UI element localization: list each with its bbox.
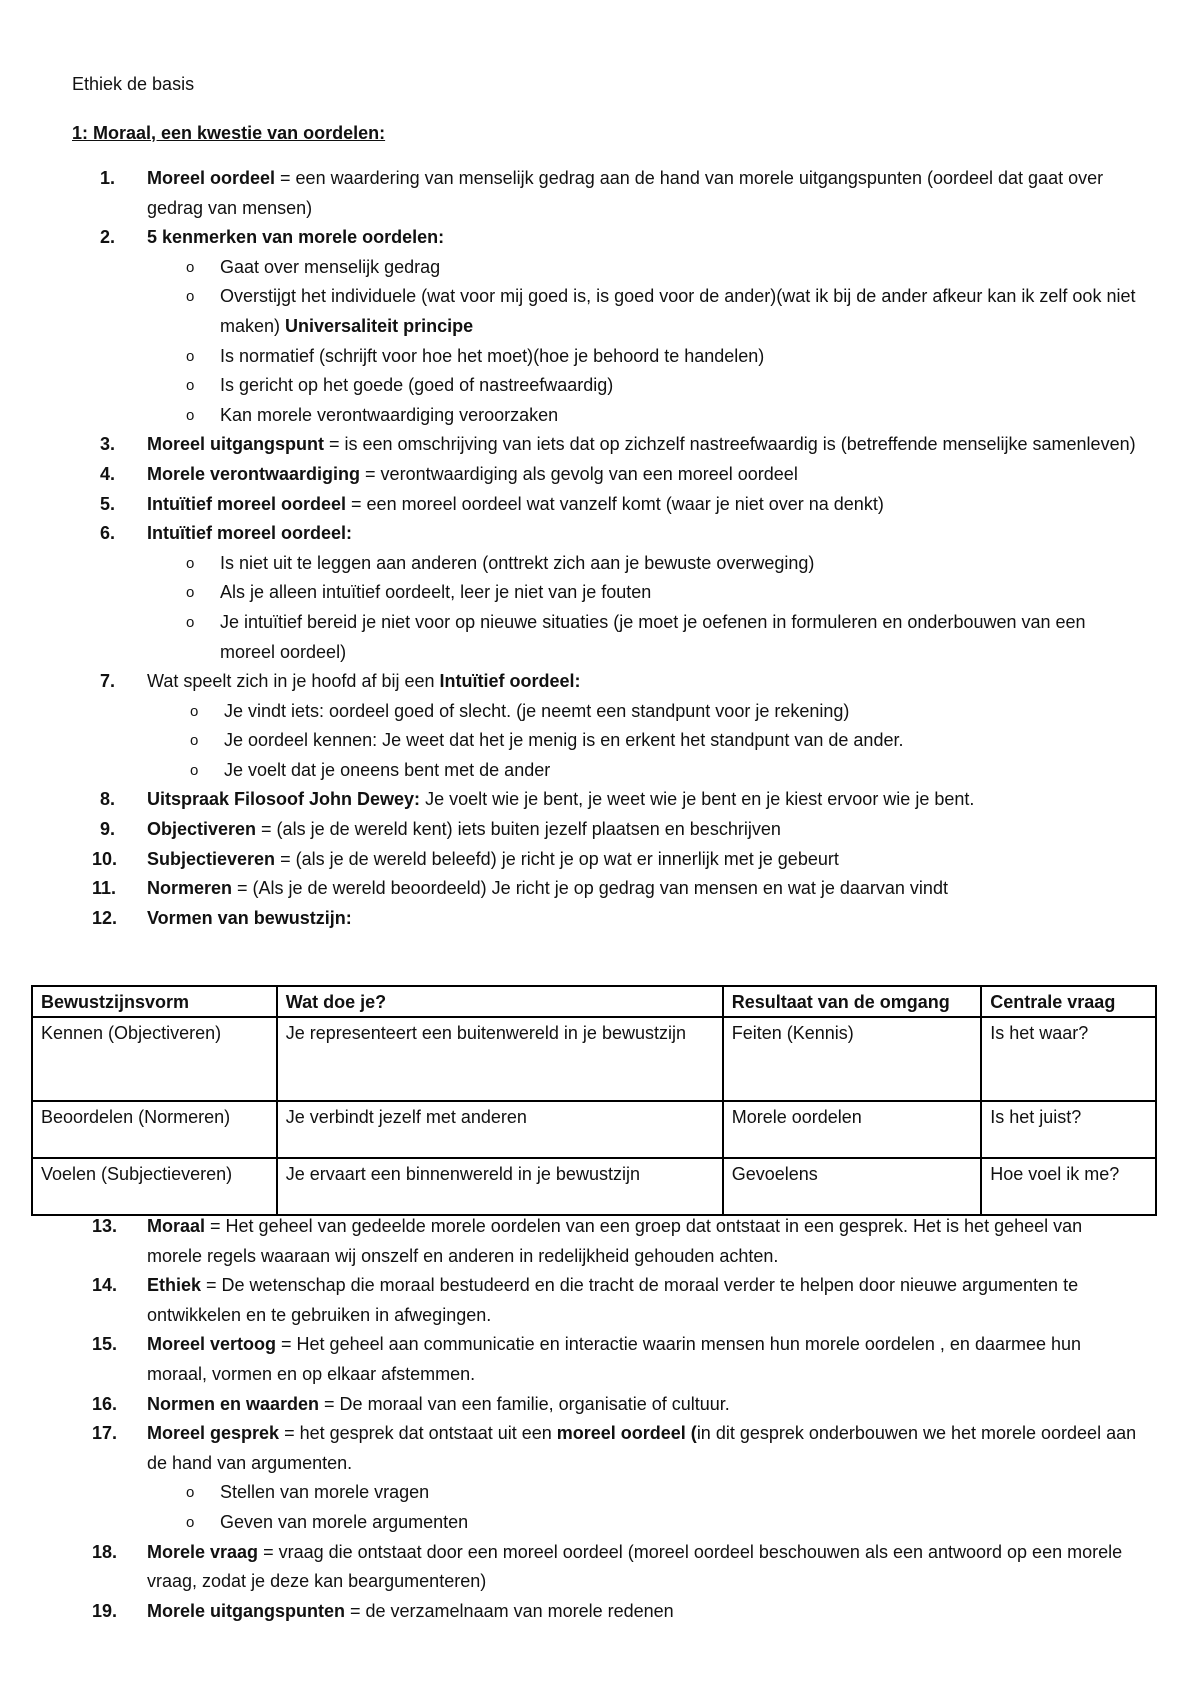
bullet-icon: o <box>186 258 195 276</box>
table-cell: Je ervaart een binnenwereld in je bewustzijn <box>277 1158 723 1215</box>
item-number: 5. <box>100 493 116 514</box>
item-number: 11. <box>92 878 117 899</box>
item-number: 13. <box>92 1216 118 1236</box>
item-term: Morele vraag <box>147 1541 259 1562</box>
sub-bullet: o Gaat over menselijk gedrag <box>0 253 1200 283</box>
item-term: Morele verontwaardiging <box>147 463 361 484</box>
item-term: Objectiveren <box>147 819 257 840</box>
sub-bullet: o Kan morele verontwaardiging veroorzaken <box>0 401 1200 431</box>
list-item <box>0 223 1200 253</box>
sub-bullet: o Je oordeel kennen: Je weet dat het je menig is en erkent het standpunt van de ander. <box>0 726 1200 756</box>
list-item <box>0 430 1200 460</box>
bullet-icon: o <box>186 584 195 602</box>
item-text: = een waardering van menselijk gedrag aan de hand van morele uitgangspunten (oordeel dat gaat over gedrag van mensen) <box>147 168 1104 218</box>
bullet-icon: o <box>186 377 195 395</box>
consciousness-table <box>31 985 1157 1216</box>
table-cell: Voelen (Subjectieveren) <box>32 1158 277 1215</box>
list-item <box>0 1271 1200 1330</box>
table-header-row <box>32 986 1156 1017</box>
item-number: 7. <box>100 671 116 692</box>
table-header-cell: Centrale vraag <box>981 986 1156 1017</box>
definition-list <box>0 164 1200 933</box>
bullet-icon: o <box>186 1484 195 1502</box>
sub-bullet: o Als je alleen intuïtief oordeelt, leer je niet van je fouten <box>0 578 1200 608</box>
item-number: 4. <box>100 463 116 484</box>
item-text: Wat speelt zich in je hoofd af bij een <box>147 671 440 692</box>
item-text: Je voelt wie je bent, je weet wie je bent en je kiest ervoor wie je bent. <box>420 789 975 810</box>
table-cell: Gevoelens <box>723 1158 982 1215</box>
section-heading: 1: Moraal, een kwestie van oordelen: <box>72 123 386 143</box>
list-item <box>0 667 1200 697</box>
sub-bullet: o Is gericht op het goede (goed of nastreefwaardig) <box>0 371 1200 401</box>
item-number: 10. <box>92 848 118 869</box>
table-cell: Feiten (Kennis) <box>723 1017 982 1101</box>
item-term: Moraal <box>147 1216 206 1236</box>
item-text: = De wetenschap die moraal bestudeerd en die tracht de moraal verder te helpen door nieuwe argumenten te ontwikkelen en te gebruiken in afwegingen. <box>147 1275 1079 1325</box>
item-number: 17. <box>92 1423 118 1444</box>
item-text: = (als je de wereld beleefd) je richt je op wat er innerlijk met je gebeurt <box>275 848 839 869</box>
item-number: 8. <box>100 789 116 810</box>
item-text: = is een omschrijving van iets dat op zichzelf nastreefwaardig is (betreffende menselijke samenleven) <box>324 434 1136 455</box>
sub-bullet: o Je intuïtief bereid je niet voor op nieuwe situaties (je moet je oefenen in formuleren en onderbouwen van een moreel oordeel) <box>0 608 1200 667</box>
bullet-icon: o <box>186 347 195 365</box>
item-text: = een moreel oordeel wat vanzelf komt (waar je niet over na denkt) <box>346 493 884 514</box>
item-text: = (Als je de wereld beoordeeld) Je richt je op gedrag van mensen en wat je daarvan vindt <box>232 878 948 899</box>
item-text: = verontwaardiging als gevolg van een moreel oordeel <box>360 463 798 484</box>
table-cell: Hoe voel ik me? <box>981 1158 1156 1215</box>
table-cell: Beoordelen (Normeren) <box>32 1101 277 1158</box>
item-text: = het gesprek dat ontstaat uit een <box>279 1423 557 1444</box>
table-cell: Kennen (Objectiveren) <box>32 1017 277 1101</box>
table-header-cell: Wat doe je? <box>277 986 723 1017</box>
list-item <box>0 1597 1200 1627</box>
item-term: Moreel oordeel <box>147 168 276 188</box>
item-number: 19. <box>92 1600 118 1621</box>
bullet-icon: o <box>186 406 195 424</box>
item-number: 3. <box>100 434 116 455</box>
item-term: Moreel uitgangspunt <box>147 434 324 455</box>
item-number: 2. <box>100 227 116 248</box>
table-cell: Is het waar? <box>981 1017 1156 1101</box>
table-cell: Je verbindt jezelf met anderen <box>277 1101 723 1158</box>
item-number: 6. <box>100 523 116 544</box>
bullet-icon: o <box>186 613 195 631</box>
list-item <box>0 1390 1200 1420</box>
list-item <box>0 164 1200 223</box>
sub-bullet: o Geven van morele argumenten <box>0 1508 1200 1538</box>
list-item <box>0 785 1200 815</box>
item-number: 15. <box>92 1334 118 1355</box>
item-term: Ethiek <box>147 1275 202 1296</box>
table-row <box>32 1158 1156 1215</box>
item-text: in dit gesprek onderbouwen we het morele oordeel aan de hand van argumenten. <box>147 1423 1137 1473</box>
table-cell: Is het juist? <box>981 1101 1156 1158</box>
item-term: Intuïtief moreel oordeel: <box>147 523 353 544</box>
item-term: Intuïtief oordeel: <box>439 671 581 692</box>
item-term: Uitspraak Filosoof John Dewey: <box>147 789 421 810</box>
list-item <box>0 460 1200 490</box>
table-row <box>32 1101 1156 1158</box>
item-number: 9. <box>100 819 116 840</box>
table-header-cell: Resultaat van de omgang <box>723 986 982 1017</box>
item-term: 5 kenmerken van morele oordelen: <box>147 227 445 248</box>
table-cell: Morele oordelen <box>723 1101 982 1158</box>
item-term: Moreel gesprek <box>147 1423 280 1444</box>
list-item <box>0 1212 1200 1271</box>
list-item <box>0 904 1200 934</box>
item-term: Normen en waarden <box>147 1393 320 1414</box>
sub-bullet: o Stellen van morele vragen <box>0 1478 1200 1508</box>
definition-list-continued <box>0 1212 1200 1626</box>
table-row <box>32 1017 1156 1101</box>
list-item <box>0 519 1200 549</box>
bullet-icon: o <box>186 554 195 572</box>
item-term: Moreel vertoog <box>147 1334 277 1355</box>
list-item <box>0 1419 1200 1478</box>
list-item <box>0 490 1200 520</box>
bullet-icon: o <box>190 761 199 779</box>
item-number: 1. <box>100 168 116 188</box>
item-number: 18. <box>92 1541 118 1562</box>
item-term: Normeren <box>147 878 233 899</box>
list-item <box>0 1538 1200 1597</box>
item-term: Subjectieveren <box>147 848 276 869</box>
bullet-icon: o <box>190 732 199 750</box>
table-header-cell: Bewustzijnsvorm <box>32 986 277 1017</box>
list-item <box>0 874 1200 904</box>
sub-bullet: o Is niet uit te leggen aan anderen (onttrekt zich aan je bewuste overweging) <box>0 549 1200 579</box>
item-text: = vraag die ontstaat door een moreel oordeel (moreel oordeel beschouwen als een antwoord op een morele vraag, zodat je deze kan beargumenteren) <box>147 1541 1123 1592</box>
item-text: = (als je de wereld kent) iets buiten jezelf plaatsen en beschrijven <box>256 819 781 840</box>
sub-bullet: o Is normatief (schrijft voor hoe het moet)(hoe je behoord te handelen) <box>0 342 1200 372</box>
item-text: = Het geheel van gedeelde morele oordelen van een groep dat ontstaat in een gesprek. Het is het geheel van morele regels waaraan wij onszelf en anderen in redelijkheid gehouden achten. <box>147 1216 1083 1266</box>
item-text: = De moraal van een familie, organisatie of cultuur. <box>319 1393 730 1414</box>
item-number: 12. <box>92 907 118 928</box>
sub-bullet: o Overstijgt het individuele (wat voor mij goed is, is goed voor de ander)(wat ik bij de ander afkeur kan ik zelf ook niet maken) Universaliteit principe <box>0 282 1200 341</box>
sub-bullet: o Je vindt iets: oordeel goed of slecht. (je neemt een standpunt voor je rekening) <box>0 697 1200 727</box>
item-term: moreel oordeel ( <box>556 1423 697 1444</box>
item-text: = de verzamelnaam van morele redenen <box>345 1600 674 1621</box>
item-term: Vormen van bewustzijn: <box>147 907 352 928</box>
item-number: 16. <box>92 1393 118 1414</box>
bullet-icon: o <box>186 288 195 306</box>
document-title: Ethiek de basis <box>72 74 195 94</box>
item-term: Intuïtief moreel oordeel <box>147 493 347 514</box>
item-text: = Het geheel aan communicatie en interactie waarin mensen hun morele oordelen , en daarmee hun moraal, vormen en op elkaar afstemmen. <box>147 1334 1082 1384</box>
list-item <box>0 815 1200 845</box>
sub-bullet: o Je voelt dat je oneens bent met de ander <box>0 756 1200 786</box>
bullet-icon: o <box>190 702 199 720</box>
item-number: 14. <box>92 1275 118 1296</box>
table-cell: Je representeert een buitenwereld in je bewustzijn <box>277 1017 723 1101</box>
bullet-icon: o <box>186 1513 195 1531</box>
list-item <box>0 845 1200 875</box>
list-item <box>0 1330 1200 1389</box>
item-term: Morele uitgangspunten <box>147 1600 345 1621</box>
